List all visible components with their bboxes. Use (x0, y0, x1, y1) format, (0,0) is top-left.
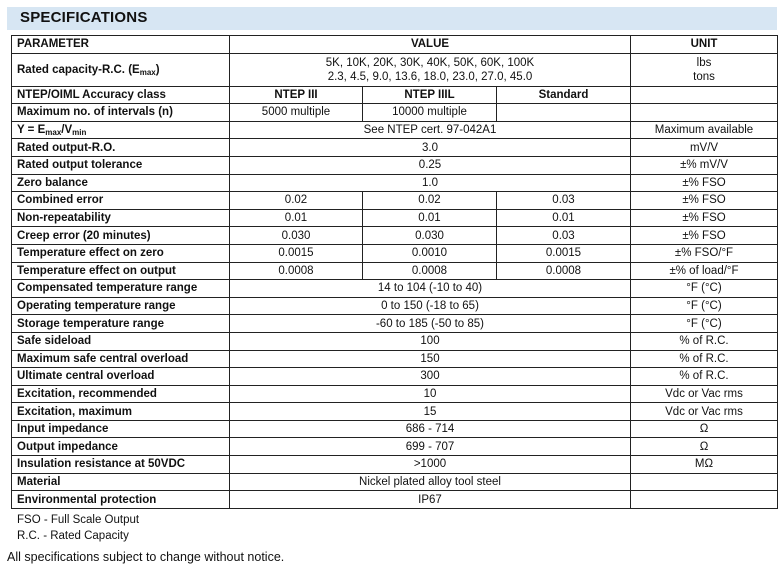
title-bar (7, 7, 777, 30)
value-ntep-iiil: 0.030 (363, 227, 497, 245)
value-standard: 0.03 (497, 192, 631, 210)
param-unit: mV/V (631, 139, 778, 157)
param-label: Material (12, 473, 230, 491)
accuracy-col2: NTEP IIIL (363, 86, 497, 104)
header-value: VALUE (230, 36, 631, 54)
param-unit: % of R.C. (631, 332, 778, 350)
param-unit: Vdc or Vac rms (631, 403, 778, 421)
capacity-lbs: 5K, 10K, 20K, 30K, 40K, 50K, 60K, 100K (325, 56, 535, 69)
param-label: Temperature effect on zero (12, 244, 230, 262)
param-unit: ±% FSO (631, 174, 778, 192)
table-row-rated-capacity (12, 53, 778, 86)
param-value: Nickel plated alloy tool steel (230, 473, 631, 491)
param-label: Insulation resistance at 50VDC (12, 456, 230, 474)
param-label: Storage temperature range (12, 315, 230, 333)
param-label: Input impedance (12, 420, 230, 438)
param-unit: % of R.C. (631, 368, 778, 386)
param-value: 100 (230, 332, 631, 350)
param-value: 300 (230, 368, 631, 386)
accuracy-col1: NTEP III (230, 86, 363, 104)
param-unit: % of R.C. (631, 350, 778, 368)
table-row (12, 350, 778, 368)
param-value: IP67 (230, 491, 631, 509)
param-unit: °F (°C) (631, 315, 778, 333)
param-label: Excitation, maximum (12, 403, 230, 421)
value-y-ratio: See NTEP cert. 97-042A1 (230, 121, 631, 139)
param-label: Temperature effect on output (12, 262, 230, 280)
value-ntep-iii: 0.0008 (230, 262, 363, 280)
table-row (12, 174, 778, 192)
specifications-table (11, 35, 778, 509)
param-unit: Vdc or Vac rms (631, 385, 778, 403)
param-unit: MΩ (631, 456, 778, 474)
footnotes (17, 512, 139, 544)
table-row (12, 139, 778, 157)
param-unit: ±% FSO/°F (631, 244, 778, 262)
param-label: Rated output-R.O. (12, 139, 230, 157)
table-row (12, 368, 778, 386)
table-row (12, 332, 778, 350)
table-row (12, 438, 778, 456)
value-ntep-iiil: 0.0008 (363, 262, 497, 280)
param-unit: ±% mV/V (631, 156, 778, 174)
table-row (12, 315, 778, 333)
value-ntep-iiil: 0.0010 (363, 244, 497, 262)
table-row (12, 156, 778, 174)
param-label: Compensated temperature range (12, 280, 230, 298)
value-standard: 0.0008 (497, 262, 631, 280)
param-value: 15 (230, 403, 631, 421)
param-unit (631, 491, 778, 509)
value-ntep-iii: 0.01 (230, 209, 363, 227)
param-value: 0 to 150 (-18 to 65) (230, 297, 631, 315)
param-value: 1.0 (230, 174, 631, 192)
table-row (12, 456, 778, 474)
table-row (12, 297, 778, 315)
table-row (12, 491, 778, 509)
param-label: Creep error (20 minutes) (12, 227, 230, 245)
table-row (12, 403, 778, 421)
param-value: 686 - 714 (230, 420, 631, 438)
accuracy-unit (631, 86, 778, 104)
param-unit: °F (°C) (631, 297, 778, 315)
param-label: Environmental protection (12, 491, 230, 509)
table-row (12, 420, 778, 438)
param-value: 10 (230, 385, 631, 403)
param-value: 0.25 (230, 156, 631, 174)
table-row-accuracy-class (12, 86, 778, 104)
value-ntep-iii: 0.02 (230, 192, 363, 210)
param-value: 14 to 104 (-10 to 40) (230, 280, 631, 298)
param-value: 699 - 707 (230, 438, 631, 456)
table-row (12, 385, 778, 403)
param-unit: Ω (631, 438, 778, 456)
value-standard: 0.03 (497, 227, 631, 245)
param-rated-capacity: Rated capacity-R.C. $(E_{max})$ (12, 53, 230, 86)
param-label: Zero balance (12, 174, 230, 192)
param-unit: °F (°C) (631, 280, 778, 298)
param-accuracy-class: NTEP/OIML Accuracy class (12, 86, 230, 104)
unit-y-ratio: Maximum available (631, 121, 778, 139)
value-rated-capacity (230, 53, 631, 86)
param-label: Output impedance (12, 438, 230, 456)
header-unit: UNIT (631, 36, 778, 54)
param-unit: ±% FSO (631, 209, 778, 227)
capacity-tons: 2.3, 4.5, 9.0, 13.6, 18.0, 23.0, 27.0, 45.0 (327, 70, 533, 83)
unit-rated-capacity: lbs tons (631, 53, 778, 86)
param-value: -60 to 185 (-50 to 85) (230, 315, 631, 333)
intervals-col1: 5000 multiple (230, 104, 363, 122)
value-standard: 0.0015 (497, 244, 631, 262)
accuracy-col3: Standard (497, 86, 631, 104)
param-label: Maximum safe central overload (12, 350, 230, 368)
table-row-y-ratio (12, 121, 778, 139)
intervals-col2: 10000 multiple (363, 104, 497, 122)
note-fso: FSO - Full Scale Output (17, 514, 140, 526)
header-parameter: PARAMETER (12, 36, 230, 54)
param-value: 150 (230, 350, 631, 368)
page-title: SPECIFICATIONS (20, 9, 148, 26)
param-unit: ±% of load/°F (631, 262, 778, 280)
param-label: Combined error (12, 192, 230, 210)
table-row (12, 227, 778, 245)
intervals-col3 (497, 104, 631, 122)
param-unit: Ω (631, 420, 778, 438)
param-value: >1000 (230, 456, 631, 474)
value-standard: 0.01 (497, 209, 631, 227)
table-row (12, 192, 778, 210)
param-label: Non-repeatability (12, 209, 230, 227)
table-row (12, 473, 778, 491)
param-unit: ±% FSO (631, 227, 778, 245)
param-intervals: Maximum no. of intervals (n) (12, 104, 230, 122)
table-row (12, 244, 778, 262)
table-header-row (12, 36, 778, 54)
intervals-unit (631, 104, 778, 122)
value-ntep-iiil: 0.02 (363, 192, 497, 210)
param-label: Rated output tolerance (12, 156, 230, 174)
param-label: Safe sideload (12, 332, 230, 350)
param-y-ratio: $Y = E_{max}/V_{min}$ (12, 121, 230, 139)
table-row (12, 280, 778, 298)
param-value: 3.0 (230, 139, 631, 157)
table-row-intervals (12, 104, 778, 122)
table-row (12, 262, 778, 280)
note-rc: R.C. - Rated Capacity (17, 530, 129, 542)
param-unit (631, 473, 778, 491)
table-row (12, 209, 778, 227)
param-unit: ±% FSO (631, 192, 778, 210)
param-label: Operating temperature range (12, 297, 230, 315)
param-label: Ultimate central overload (12, 368, 230, 386)
value-ntep-iii: 0.030 (230, 227, 363, 245)
value-ntep-iii: 0.0015 (230, 244, 363, 262)
disclaimer: All specifications subject to change without notice. (7, 550, 285, 564)
param-label: Excitation, recommended (12, 385, 230, 403)
value-ntep-iiil: 0.01 (363, 209, 497, 227)
